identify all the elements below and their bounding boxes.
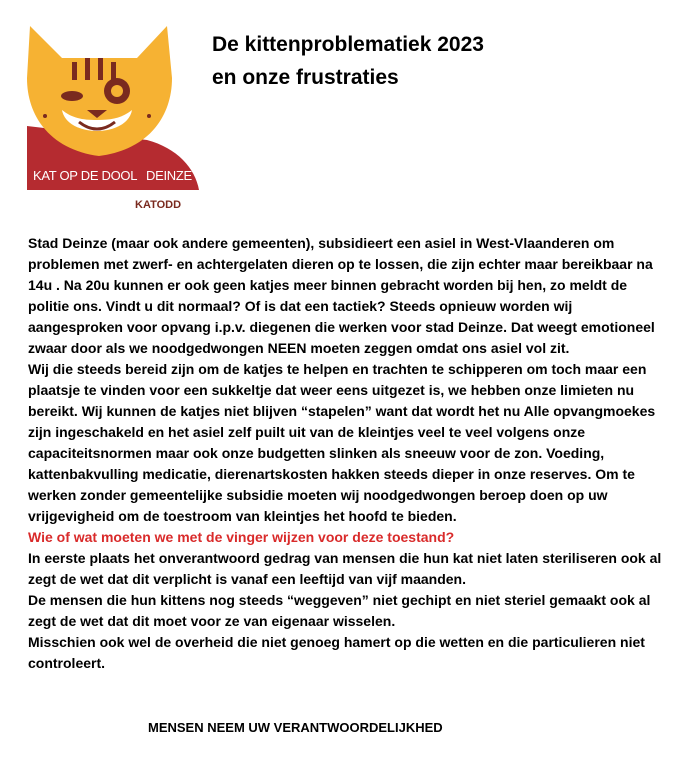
title-line-2: en onze frustraties [212, 66, 399, 89]
question-heading: Wie of wat moeten we met de vinger wijzen voor deze toestand? [28, 529, 455, 545]
cat-logo-graphic [27, 18, 202, 218]
logo-short: KATODD [135, 199, 182, 211]
answer: De mensen die hun kittens nog steeds “weggeven” niet gechipt en niet steriel gemaakt ook al zegt de wet dat dit moet voor ze van eigenaar wisselen. [28, 592, 651, 629]
logo-city: DEINZE [146, 168, 192, 183]
page-title [212, 28, 484, 94]
paragraph: Stad Deinze (maar ook andere gemeenten), subsidieert een asiel in West-Vlaanderen om problemen met zwerf- en achtergelaten dieren op te lossen, die zijn echter maar bereikbaar na 14u . Na 20u kunnen er ook geen katjes meer binnen gebracht worden bij hen, zo meldt de politie ons. Vindt u dit normaal? Of is dat een tactiek? Steeds opnieuw worden wij aangesproken voor opvang i.p.v. diegenen die werken voor stad Deinze. Dat weegt emotioneel zwaar door als we noodgedwongen NEEN moeten zeggen omdat ons asiel vol zit. [28, 235, 655, 356]
answer: In eerste plaats het onverantwoord gedrag van mensen die hun kat niet laten steriliseren ook al zegt de wet dat dit verplicht is vanaf een leeftijd van vijf maanden. [28, 550, 662, 587]
paragraph: Wij die steeds bereid zijn om de katjes te helpen en trachten te schipperen om toch maar een plaatsje te vinden voor een sukkeltje dat weer eens uitgezet is, we hebben onze limieten nu bereikt. Wij kunnen de katjes niet blijven “stapelen” want dat wordt het nu Alle opvangmoekes zijn ingeschakeld en het asiel zelf puilt uit van de kleintjes veel te veel volgens onze capaciteitsnormen maar ook onze budgetten slinken als sneeuw voor de zon. Voeding, kattenbakvulling medicatie, dierenartskosten hakken steeds dieper in onze reserves. Om te werken zonder gemeentelijke subsidie moeten wij noodgedwongen beroep doen op uw vrijgevigheid om de toestroom van kleintjes het hoofd te bieden. [28, 361, 656, 524]
logo-name: KAT OP DE DOOL [33, 168, 137, 183]
article-body [28, 233, 668, 674]
title-line-1: De kittenproblematiek 2023 [212, 33, 484, 56]
katodd-logo [27, 18, 202, 218]
answer: Misschien ook wel de overheid die niet genoeg hamert op die wetten en die particulieren niet controleert. [28, 634, 645, 671]
closing-call: MENSEN NEEM UW VERANTWOORDELIJKHED [148, 720, 443, 735]
